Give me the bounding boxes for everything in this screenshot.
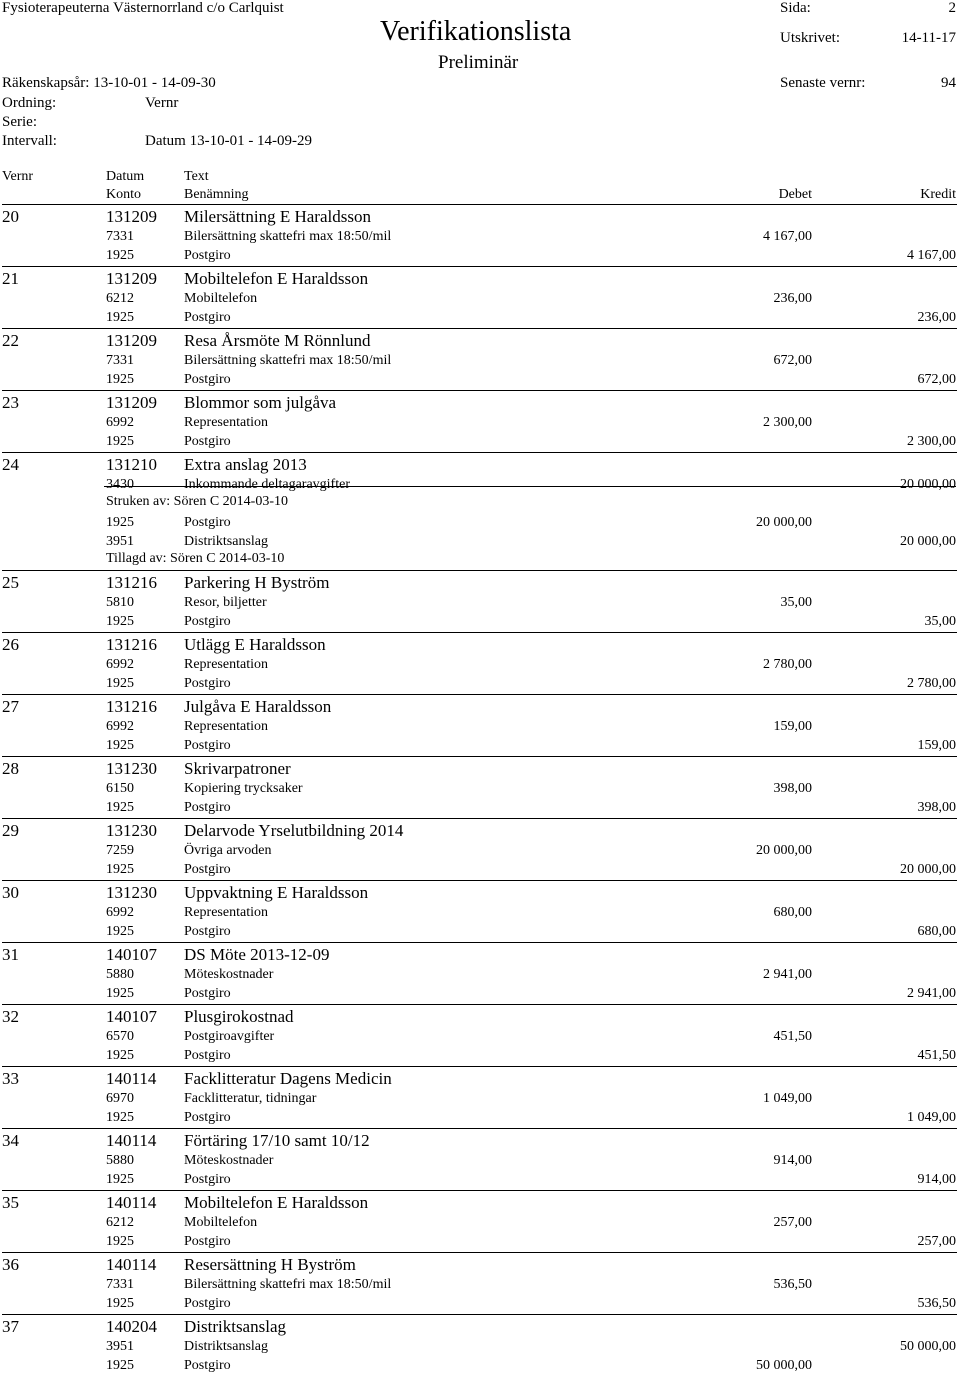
transaction-account-name: Resor, biljetter <box>184 595 267 610</box>
transaction-account: 5880 <box>106 967 134 982</box>
voucher-text: Extra anslag 2013 <box>184 455 307 474</box>
voucher-text: Delarvode Yrselutbildning 2014 <box>184 821 404 840</box>
transaction-account-name: Postgiro <box>184 800 231 815</box>
transaction-account-name: Postgiro <box>184 614 231 629</box>
report-subtitle: Preliminär <box>438 52 519 73</box>
transaction-account-name: Distriktsanslag <box>184 1339 268 1354</box>
latest-vernr-label: Senaste vernr: <box>780 75 866 91</box>
voucher-text: Skrivarpatroner <box>184 759 291 778</box>
transaction-debet: 2 780,00 <box>763 657 812 672</box>
voucher-separator <box>2 570 957 571</box>
transaction-kredit: 536,50 <box>917 1296 956 1311</box>
transaction-account: 6992 <box>106 657 134 672</box>
col-kredit: Kredit <box>920 187 956 202</box>
voucher-date: 140107 <box>106 945 157 964</box>
transaction-account-name: Postgiro <box>184 676 231 691</box>
transaction-account-name: Postgiro <box>184 924 231 939</box>
voucher-date: 131216 <box>106 573 157 592</box>
transaction-account-name: Bilersättning skattefri max 18:50/mil <box>184 1277 392 1292</box>
col-vernr: Vernr <box>2 169 34 184</box>
voucher-text: Plusgirokostnad <box>184 1007 294 1026</box>
voucher-note: Tillagd av: Sören C 2014-03-10 <box>106 551 285 566</box>
transaction-account: 1925 <box>106 986 134 1001</box>
voucher-separator <box>2 204 957 205</box>
voucher-number: 34 <box>2 1131 19 1150</box>
voucher-text: Mobiltelefon E Haraldsson <box>184 1193 369 1212</box>
transaction-account: 5880 <box>106 1153 134 1168</box>
voucher-separator <box>2 942 957 943</box>
col-text: Text <box>184 169 209 184</box>
voucher-date: 140204 <box>106 1317 157 1336</box>
voucher-text: Blommor som julgåva <box>184 393 337 412</box>
voucher-date: 131209 <box>106 331 157 350</box>
voucher-date: 131230 <box>106 883 157 902</box>
transaction-debet: 20 000,00 <box>756 515 812 530</box>
transaction-kredit: 451,50 <box>917 1048 956 1063</box>
transaction-account-name: Postgiro <box>184 372 231 387</box>
transaction-account-name: Facklitteratur, tidningar <box>184 1091 317 1106</box>
voucher-date: 131210 <box>106 455 157 474</box>
voucher-number: 21 <box>2 269 19 288</box>
transaction-debet: 680,00 <box>773 905 812 920</box>
voucher-number: 37 <box>2 1317 19 1336</box>
transaction-debet: 2 300,00 <box>763 415 812 430</box>
order-label: Ordning: <box>2 95 57 111</box>
transaction-account: 1925 <box>106 1234 134 1249</box>
transaction-account-name: Kopiering trycksaker <box>184 781 303 796</box>
transaction-account: 6992 <box>106 415 134 430</box>
transaction-account: 6992 <box>106 905 134 920</box>
voucher-number: 31 <box>2 945 19 964</box>
page-label: Sida: <box>780 0 811 16</box>
transaction-account-name: Postgiro <box>184 310 231 325</box>
voucher-date: 140114 <box>106 1255 157 1274</box>
transaction-debet: 398,00 <box>773 781 812 796</box>
voucher-separator <box>2 1190 957 1191</box>
transaction-kredit: 257,00 <box>917 1234 956 1249</box>
voucher-date: 140114 <box>106 1193 157 1212</box>
transaction-account: 1925 <box>106 800 134 815</box>
voucher-text: Milersättning E Haraldsson <box>184 207 371 226</box>
transaction-account: 7259 <box>106 843 134 858</box>
transaction-account-name: Möteskostnader <box>184 1153 274 1168</box>
voucher-text: Uppvaktning E Haraldsson <box>184 883 369 902</box>
transaction-account-name: Postgiro <box>184 515 231 530</box>
voucher-number: 33 <box>2 1069 19 1088</box>
voucher-date: 131209 <box>106 393 157 412</box>
transaction-debet: 2 941,00 <box>763 967 812 982</box>
voucher-number: 36 <box>2 1255 19 1274</box>
voucher-separator <box>2 452 957 453</box>
fiscal-year: Räkenskapsår: 13-10-01 - 14-09-30 <box>2 75 216 91</box>
transaction-account: 1925 <box>106 248 134 263</box>
strikethrough-line <box>104 486 956 487</box>
voucher-number: 29 <box>2 821 19 840</box>
transaction-debet: 451,50 <box>773 1029 812 1044</box>
voucher-separator <box>2 1314 957 1315</box>
voucher-separator <box>2 694 957 695</box>
transaction-account: 1925 <box>106 434 134 449</box>
transaction-account: 1925 <box>106 924 134 939</box>
voucher-text: Mobiltelefon E Haraldsson <box>184 269 369 288</box>
transaction-kredit: 1 049,00 <box>907 1110 956 1125</box>
transaction-account: 1925 <box>106 310 134 325</box>
transaction-debet: 35,00 <box>780 595 812 610</box>
voucher-date: 131216 <box>106 697 157 716</box>
transaction-account-name: Distriktsanslag <box>184 534 268 549</box>
voucher-text: Resersättning H Byström <box>184 1255 356 1274</box>
voucher-date: 131209 <box>106 207 157 226</box>
transaction-account-name: Representation <box>184 905 268 920</box>
transaction-account-name: Postgiro <box>184 738 231 753</box>
transaction-account-name: Övriga arvoden <box>184 843 272 858</box>
transaction-account: 5810 <box>106 595 134 610</box>
transaction-kredit: 398,00 <box>917 800 956 815</box>
transaction-account-name: Postgiro <box>184 986 231 1001</box>
voucher-separator <box>2 1004 957 1005</box>
voucher-separator <box>2 1128 957 1129</box>
transaction-account-name: Mobiltelefon <box>184 1215 258 1230</box>
transaction-account: 6150 <box>106 781 134 796</box>
interval-value: Datum 13-10-01 - 14-09-29 <box>145 133 313 149</box>
transaction-account: 7331 <box>106 353 134 368</box>
transaction-kredit: 914,00 <box>917 1172 956 1187</box>
transaction-debet: 50 000,00 <box>756 1358 812 1373</box>
transaction-account: 7331 <box>106 1277 134 1292</box>
transaction-account-name: Inkommande deltagaravgifter <box>184 477 350 492</box>
transaction-kredit: 2 780,00 <box>907 676 956 691</box>
voucher-number: 23 <box>2 393 19 412</box>
transaction-account-name: Postgiro <box>184 862 231 877</box>
voucher-separator <box>2 632 957 633</box>
transaction-kredit: 236,00 <box>917 310 956 325</box>
voucher-separator <box>2 328 957 329</box>
transaction-kredit: 2 300,00 <box>907 434 956 449</box>
printed-date: 14-11-17 <box>901 30 956 46</box>
voucher-number: 27 <box>2 697 19 716</box>
transaction-account-name: Mobiltelefon <box>184 291 258 306</box>
col-konto: Konto <box>106 187 141 202</box>
voucher-number: 25 <box>2 573 19 592</box>
transaction-kredit: 20 000,00 <box>900 477 956 492</box>
voucher-number: 32 <box>2 1007 19 1026</box>
transaction-kredit: 50 000,00 <box>900 1339 956 1354</box>
transaction-debet: 914,00 <box>773 1153 812 1168</box>
voucher-date: 131209 <box>106 269 157 288</box>
voucher-number: 26 <box>2 635 19 654</box>
transaction-account-name: Representation <box>184 719 268 734</box>
transaction-account: 1925 <box>106 1048 134 1063</box>
transaction-account: 6212 <box>106 1215 134 1230</box>
voucher-separator <box>2 1066 957 1067</box>
voucher-text: Parkering H Byström <box>184 573 330 592</box>
transaction-account: 1925 <box>106 738 134 753</box>
col-benamning: Benämning <box>184 187 249 202</box>
transaction-debet: 1 049,00 <box>763 1091 812 1106</box>
voucher-text: Utlägg E Haraldsson <box>184 635 326 654</box>
voucher-separator <box>2 390 957 391</box>
transaction-account: 1925 <box>106 1296 134 1311</box>
voucher-note: Struken av: Sören C 2014-03-10 <box>106 494 288 509</box>
transaction-account: 6212 <box>106 291 134 306</box>
transaction-debet: 536,50 <box>773 1277 812 1292</box>
voucher-date: 131216 <box>106 635 157 654</box>
transaction-debet: 236,00 <box>773 291 812 306</box>
transaction-debet: 159,00 <box>773 719 812 734</box>
transaction-account-name: Representation <box>184 415 268 430</box>
transaction-account-name: Postgiro <box>184 1234 231 1249</box>
transaction-kredit: 4 167,00 <box>907 248 956 263</box>
voucher-text: Facklitteratur Dagens Medicin <box>184 1069 392 1088</box>
transaction-account: 1925 <box>106 372 134 387</box>
transaction-kredit: 20 000,00 <box>900 862 956 877</box>
transaction-account: 1925 <box>106 515 134 530</box>
latest-vernr-value: 94 <box>941 75 956 91</box>
transaction-account-name: Postgiro <box>184 1110 231 1125</box>
voucher-separator <box>2 266 957 267</box>
voucher-number: 24 <box>2 455 19 474</box>
voucher-date: 131230 <box>106 759 157 778</box>
voucher-number: 22 <box>2 331 19 350</box>
transaction-account-name: Postgiroavgifter <box>184 1029 275 1044</box>
transaction-debet: 672,00 <box>773 353 812 368</box>
transaction-account: 3430 <box>106 477 134 492</box>
transaction-account-name: Postgiro <box>184 1172 231 1187</box>
transaction-account-name: Bilersättning skattefri max 18:50/mil <box>184 353 392 368</box>
voucher-text: Julgåva E Haraldsson <box>184 697 332 716</box>
voucher-separator <box>2 818 957 819</box>
voucher-number: 35 <box>2 1193 19 1212</box>
transaction-account: 1925 <box>106 614 134 629</box>
transaction-kredit: 159,00 <box>917 738 956 753</box>
transaction-debet: 257,00 <box>773 1215 812 1230</box>
transaction-account-name: Postgiro <box>184 434 231 449</box>
voucher-number: 28 <box>2 759 19 778</box>
voucher-number: 20 <box>2 207 19 226</box>
voucher-text: Förtäring 17/10 samt 10/12 <box>184 1131 370 1150</box>
transaction-account-name: Postgiro <box>184 248 231 263</box>
transaction-account-name: Möteskostnader <box>184 967 274 982</box>
voucher-separator <box>2 880 957 881</box>
report-title: Verifikationslista <box>380 16 572 47</box>
transaction-account: 6970 <box>106 1091 134 1106</box>
order-value: Vernr <box>145 95 179 111</box>
voucher-text: Distriktsanslag <box>184 1317 286 1336</box>
transaction-kredit: 680,00 <box>917 924 956 939</box>
transaction-account: 3951 <box>106 534 134 549</box>
transaction-account: 3951 <box>106 1339 134 1354</box>
voucher-date: 140107 <box>106 1007 157 1026</box>
transaction-account: 1925 <box>106 1172 134 1187</box>
voucher-date: 131230 <box>106 821 157 840</box>
col-debet: Debet <box>778 187 812 202</box>
transaction-account: 1925 <box>106 1110 134 1125</box>
series-label: Serie: <box>2 114 37 130</box>
transaction-account-name: Bilersättning skattefri max 18:50/mil <box>184 229 392 244</box>
transaction-debet: 20 000,00 <box>756 843 812 858</box>
printed-label: Utskrivet: <box>780 30 840 46</box>
voucher-separator <box>2 1252 957 1253</box>
transaction-account: 1925 <box>106 1358 134 1373</box>
voucher-date: 140114 <box>106 1131 157 1150</box>
interval-label: Intervall: <box>2 133 57 149</box>
transaction-account: 6570 <box>106 1029 134 1044</box>
page-number: 2 <box>948 0 956 16</box>
transaction-kredit: 20 000,00 <box>900 534 956 549</box>
transaction-account: 6992 <box>106 719 134 734</box>
transaction-account: 1925 <box>106 676 134 691</box>
transaction-kredit: 2 941,00 <box>907 986 956 1001</box>
transaction-account-name: Postgiro <box>184 1296 231 1311</box>
transaction-account: 7331 <box>106 229 134 244</box>
transaction-kredit: 35,00 <box>924 614 956 629</box>
transaction-kredit: 672,00 <box>917 372 956 387</box>
voucher-date: 140114 <box>106 1069 157 1088</box>
voucher-text: Resa Årsmöte M Rönnlund <box>184 331 371 350</box>
transaction-account: 1925 <box>106 862 134 877</box>
voucher-number: 30 <box>2 883 19 902</box>
transaction-account-name: Postgiro <box>184 1048 231 1063</box>
voucher-separator <box>2 756 957 757</box>
transaction-debet: 4 167,00 <box>763 229 812 244</box>
voucher-text: DS Möte 2013-12-09 <box>184 945 330 964</box>
col-datum: Datum <box>106 169 145 184</box>
transaction-account-name: Postgiro <box>184 1358 231 1373</box>
transaction-account-name: Representation <box>184 657 268 672</box>
organization-name: Fysioterapeuterna Västernorrland c/o Carlquist <box>2 0 284 16</box>
